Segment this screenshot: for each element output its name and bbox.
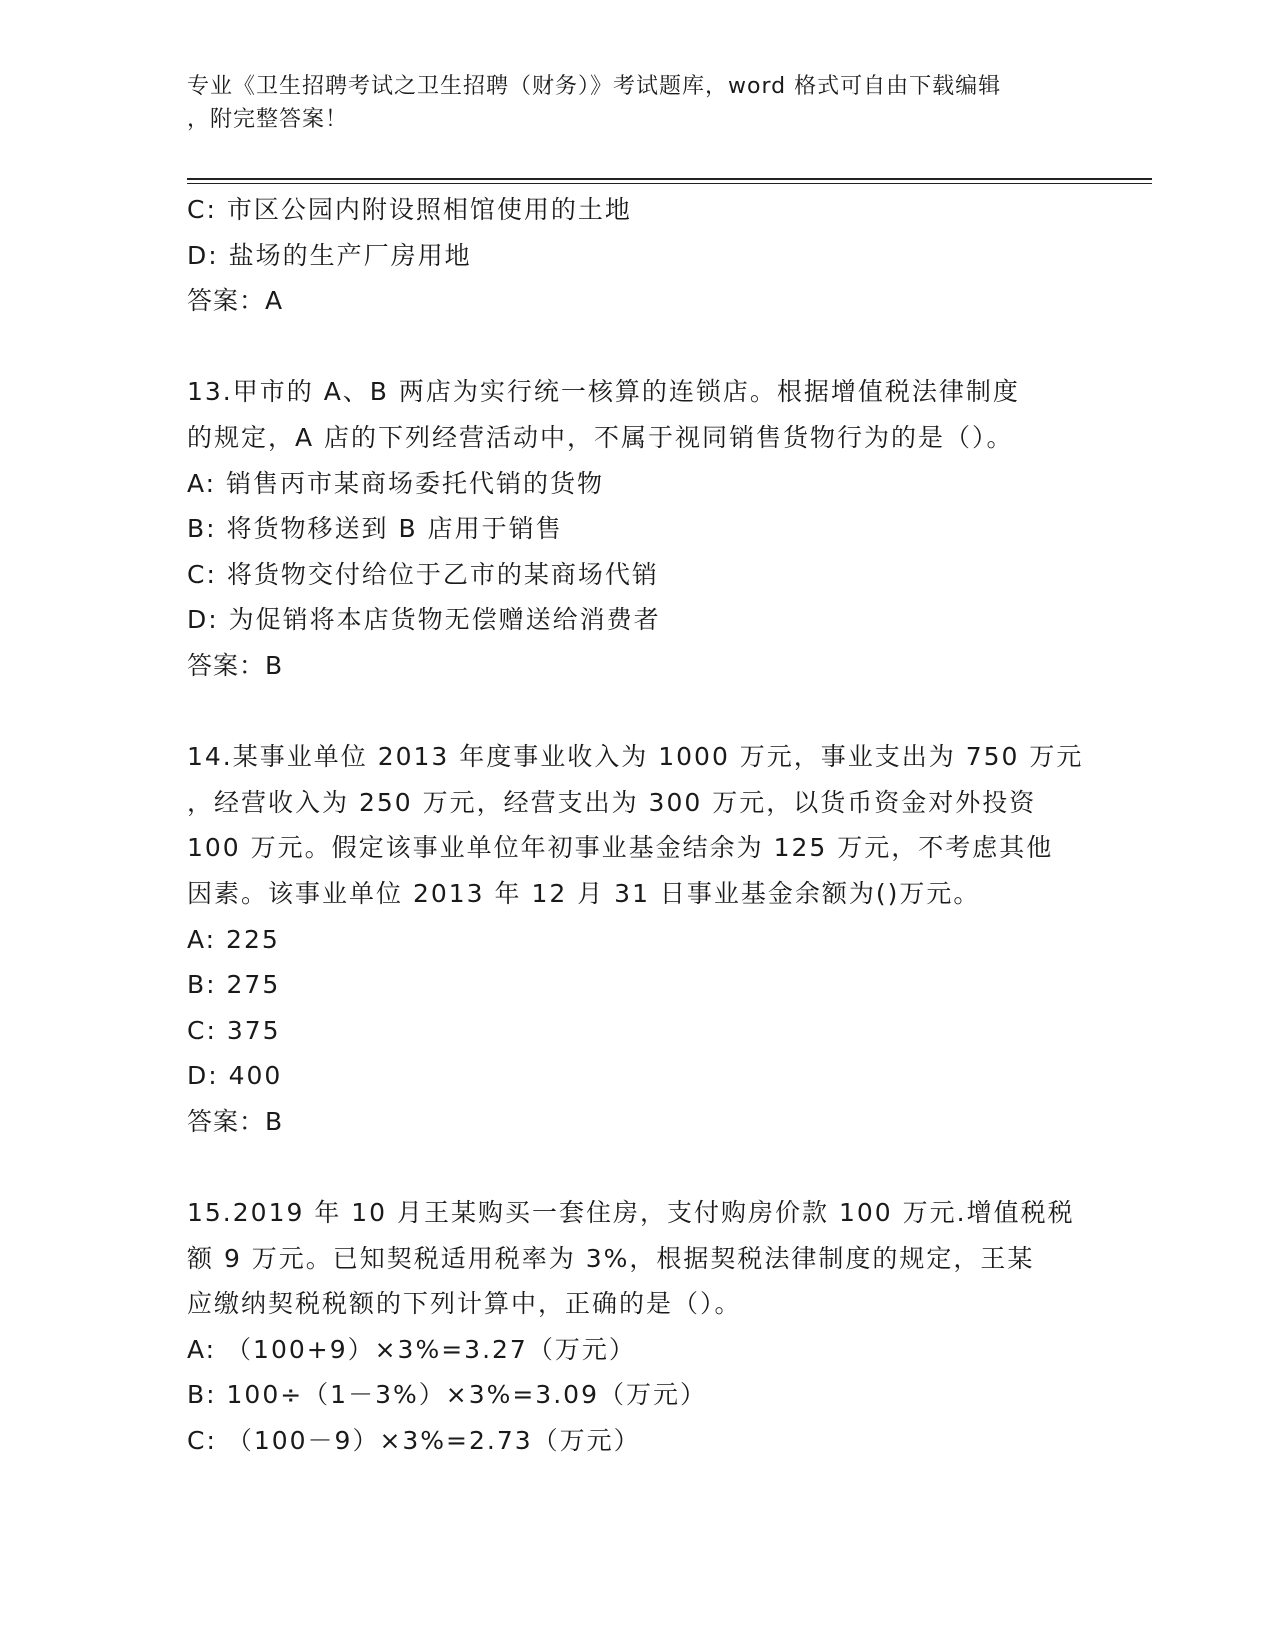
- question-12-tail: [187, 187, 1087, 324]
- q15-option-c: C: （100－9）×3%=2.73（万元）: [187, 1426, 641, 1456]
- spacer: [187, 1144, 1087, 1190]
- question-15: [187, 1190, 1087, 1464]
- document-header: [187, 70, 1087, 136]
- q15-option-b: B: 100÷（1－3%）×3%=3.09（万元）: [187, 1380, 707, 1410]
- q14-option-a: A: 225: [187, 924, 280, 954]
- q13-option-d: D: 为促销将本店货物无偿赠送给消费者: [187, 605, 661, 635]
- q12-option-d: D: 盐场的生产厂房用地: [187, 240, 472, 270]
- q15-stem-line2: 额 9 万元。已知契税适用税率为 3%，根据契税法律制度的规定，王某: [187, 1243, 1035, 1273]
- q14-stem-line2: ，经营收入为 250 万元，经营支出为 300 万元，以货币资金对外投资: [187, 787, 1037, 817]
- header-title-line2: ，附完整答案！: [187, 107, 349, 132]
- question-14: [187, 734, 1087, 1144]
- q15-option-a: A: （100+9）×3%=3.27（万元）: [187, 1334, 636, 1364]
- question-13: [187, 369, 1087, 688]
- q14-stem-line1: 14.某事业单位 2013 年度事业收入为 1000 万元，事业支出为 750 万元: [187, 742, 1084, 772]
- header-rule-thin: [187, 183, 1152, 184]
- q12-answer: 答案：A: [187, 286, 284, 316]
- q13-option-a: A: 销售丙市某商场委托代销的货物: [187, 468, 605, 498]
- q14-stem-line4: 因素。该事业单位 2013 年 12 月 31 日事业基金余额为()万元。: [187, 878, 981, 908]
- q13-stem-line1: 13.甲市的 A、B 两店为实行统一核算的连锁店。根据增值税法律制度: [187, 377, 1020, 407]
- header-rule-thick: [187, 178, 1152, 180]
- q13-stem-line2: 的规定，A 店的下列经营活动中，不属于视同销售货物行为的是（）。: [187, 422, 1014, 452]
- spacer: [187, 689, 1087, 735]
- q14-option-b: B: 275: [187, 970, 281, 1000]
- q13-answer: 答案：B: [187, 650, 284, 680]
- q13-option-c: C: 将货物交付给位于乙市的某商场代销: [187, 559, 659, 589]
- q13-option-b: B: 将货物移送到 B 店用于销售: [187, 514, 563, 544]
- header-title-line1: 专业《卫生招聘考试之卫生招聘（财务）》考试题库，word 格式可自由下载编辑: [187, 74, 1002, 99]
- q15-stem-line1: 15.2019 年 10 月王某购买一套住房，支付购房价款 100 万元.增值税税: [187, 1198, 1075, 1228]
- q14-answer: 答案：B: [187, 1106, 284, 1136]
- question-content: [187, 187, 1087, 1464]
- q14-option-c: C: 375: [187, 1015, 281, 1045]
- q12-option-c: C: 市区公园内附设照相馆使用的土地: [187, 195, 632, 224]
- q14-option-d: D: 400: [187, 1061, 283, 1091]
- q15-stem-line3: 应缴纳契税税额的下列计算中，正确的是（）。: [187, 1289, 742, 1319]
- q14-stem-line3: 100 万元。假定该事业单位年初事业基金结余为 125 万元，不考虑其他: [187, 833, 1054, 863]
- spacer: [187, 324, 1087, 370]
